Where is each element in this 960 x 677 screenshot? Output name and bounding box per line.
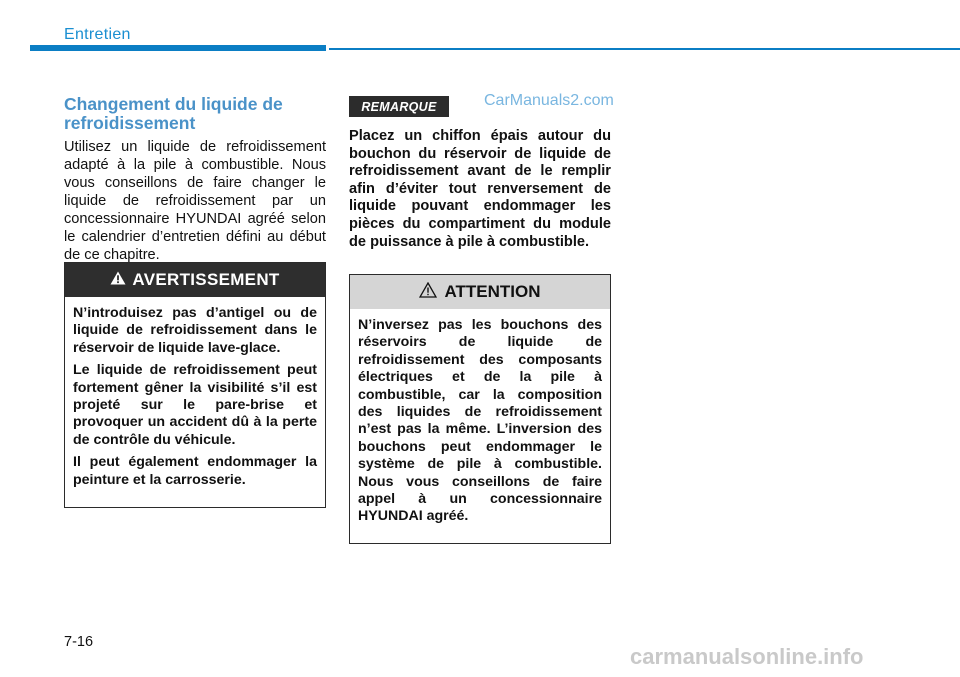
- note-badge: REMARQUE: [349, 96, 449, 117]
- warning-paragraph: Il peut également endommager la peinture et la carrosserie.: [73, 454, 317, 488]
- page-number: 7-16: [64, 634, 94, 650]
- section-title: Changement du liquide de refroidissement: [64, 94, 283, 133]
- warning-header: [65, 263, 325, 297]
- site-watermark: CarManuals2.com: [484, 92, 614, 109]
- header-rule-thin: [329, 48, 960, 50]
- body-paragraph: Utilisez un liquide de refroidissement adapté à la pile à combustible. Nous vous conseillons de faire changer le liquide de refroidissement par un concessionnaire HYUNDAI agréé selon le calendrier d’entretien défini au début de ce chapitre.: [64, 139, 326, 263]
- attention-body: N’inversez pas les bouchons des réservoirs de liquide de refroidissement des composants électriques et de la pile à combustible, car la composition des liquides de refroidissement n’est pas la même. L’inversion des bouchons peut endommager le système de pile à combustible. Nous vous conseillons de faire appel à un concessionnaire HYUNDAI agréé.: [358, 317, 602, 525]
- warning-box: [64, 262, 326, 508]
- warning-title: AVERTISSEMENT: [132, 270, 280, 289]
- warning-paragraph: N’introduisez pas d’antigel ou de liquide de refroidissement dans le réservoir de liquide lave-glace.: [73, 305, 317, 356]
- warning-paragraph: Le liquide de refroidissement peut fortement gêner la visibilité s’il est projeté sur le pare-brise et provoquer un accident dû à la perte de contrôle du véhicule.: [73, 362, 317, 448]
- attention-header: [350, 275, 610, 309]
- warning-body: [65, 297, 325, 489]
- attention-title: ATTENTION: [444, 282, 541, 301]
- attention-box: [349, 274, 611, 544]
- warning-triangle-icon: [110, 270, 126, 290]
- header-rule-thick: [30, 45, 326, 51]
- note-text: Placez un chiffon épais autour du bouchon du réservoir de liquide de refroidissement avant de le remplir afin d’éviter tout renversement de liquide pouvant endommager les pièces du compartiment du module de puissance à pile à combustible.: [349, 128, 611, 250]
- section-header: Entretien: [64, 26, 131, 43]
- footer-watermark: carmanualsonline.info: [630, 644, 864, 669]
- caution-triangle-icon: [419, 282, 437, 303]
